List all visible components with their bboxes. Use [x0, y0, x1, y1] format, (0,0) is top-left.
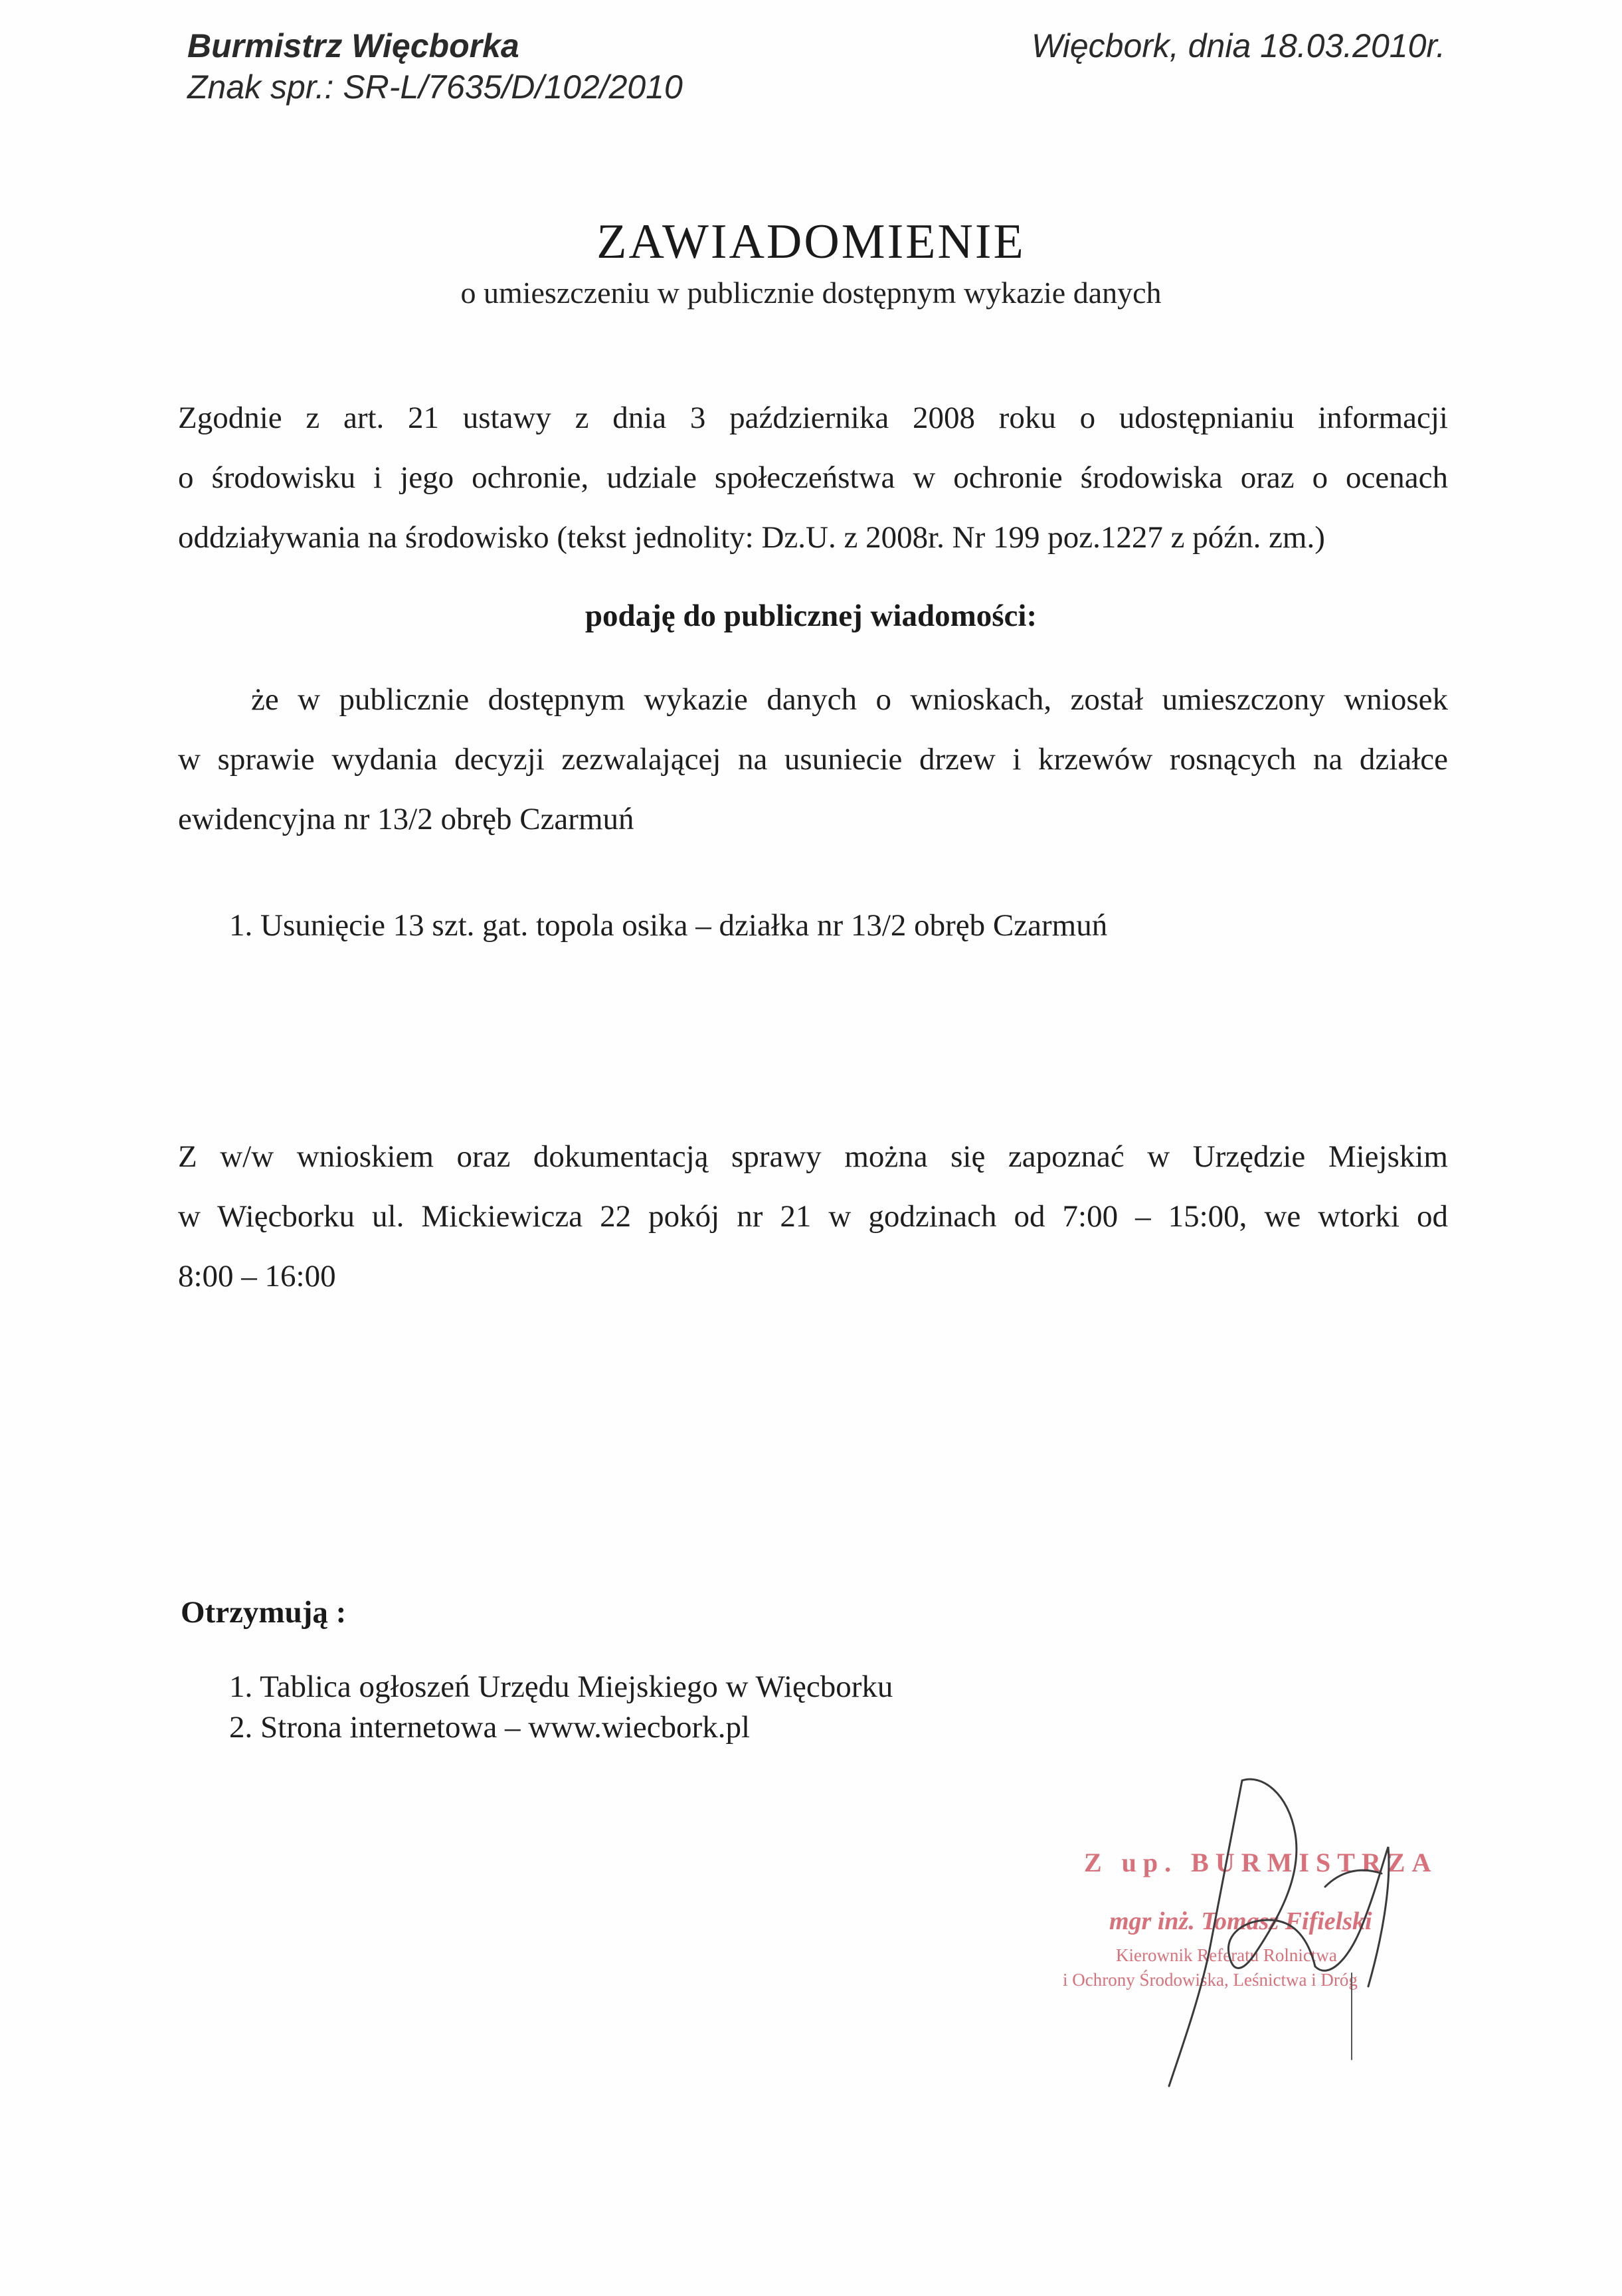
paragraph-line: o środowisku i jego ochronie, udziale społeczeństwa w ochronie środowiska oraz o ocenach: [178, 460, 1448, 495]
legal-basis-paragraph: [178, 388, 1448, 567]
paragraph-line: Z w/w wnioskiem oraz dokumentacją sprawy można się zapoznać w Urzędzie Miejskim: [178, 1139, 1448, 1174]
stamp-line: Kierownik Referatu Rolnictwa: [1116, 1945, 1337, 1965]
paragraph-line: że w publicznie dostępnym wykazie danych o wnioskach, został umieszczony wniosek: [251, 682, 1448, 717]
place-and-date: Więcbork, dnia 18.03.2010r.: [1032, 27, 1446, 64]
recipient-item: 2. Strona internetowa – www.wiecbork.pl: [229, 1710, 751, 1745]
stamp-line: mgr inż. Tomasz Fifielski: [1109, 1907, 1372, 1935]
stamp-line: i Ochrony Środowiska, Leśnictwa i Dróg: [1063, 1970, 1358, 1990]
recipient-item: 1. Tablica ogłoszeń Urzędu Miejskiego w Więcborku: [229, 1670, 893, 1704]
handwritten-signature: [1089, 1754, 1461, 2099]
paragraph-line: 8:00 – 16:00: [178, 1259, 336, 1293]
case-reference: Znak spr.: SR-L/7635/D/102/2010: [187, 68, 683, 106]
paragraph-line: ewidencyjna nr 13/2 obręb Czarmuń: [178, 802, 634, 836]
inspection-paragraph: [178, 1127, 1448, 1306]
paragraph-line: w sprawie wydania decyzji zezwalającej na usuniecie drzew i krzewów rosnących na działce: [178, 742, 1448, 777]
paragraph-line: Zgodnie z art. 21 ustawy z dnia 3 października 2008 roku o udostępnianiu informacji: [178, 401, 1448, 435]
document-title: ZAWIADOMIENIE: [596, 215, 1026, 269]
announcement-heading: podaję do publicznej wiadomości:: [585, 599, 1037, 633]
notice-paragraph: [178, 670, 1448, 849]
document-subtitle: o umieszczeniu w publicznie dostępnym wykazie danych: [460, 276, 1162, 310]
stamp-line: Z up. BURMISTRZA: [1084, 1848, 1438, 1877]
list-item: 1. Usunięcie 13 szt. gat. topola osika – działka nr 13/2 obręb Czarmuń: [229, 908, 1108, 943]
paragraph-line: oddziaływania na środowisko (tekst jednolity: Dz.U. z 2008r. Nr 199 poz.1227 z późn. zm.): [178, 520, 1325, 555]
paragraph-line: w Więcborku ul. Mickiewicza 22 pokój nr 21 w godzinach od 7:00 – 15:00, we wtorki od: [178, 1199, 1448, 1234]
recipients-heading: Otrzymują :: [181, 1595, 347, 1630]
issuer-name: Burmistrz Więcborka: [187, 27, 519, 64]
